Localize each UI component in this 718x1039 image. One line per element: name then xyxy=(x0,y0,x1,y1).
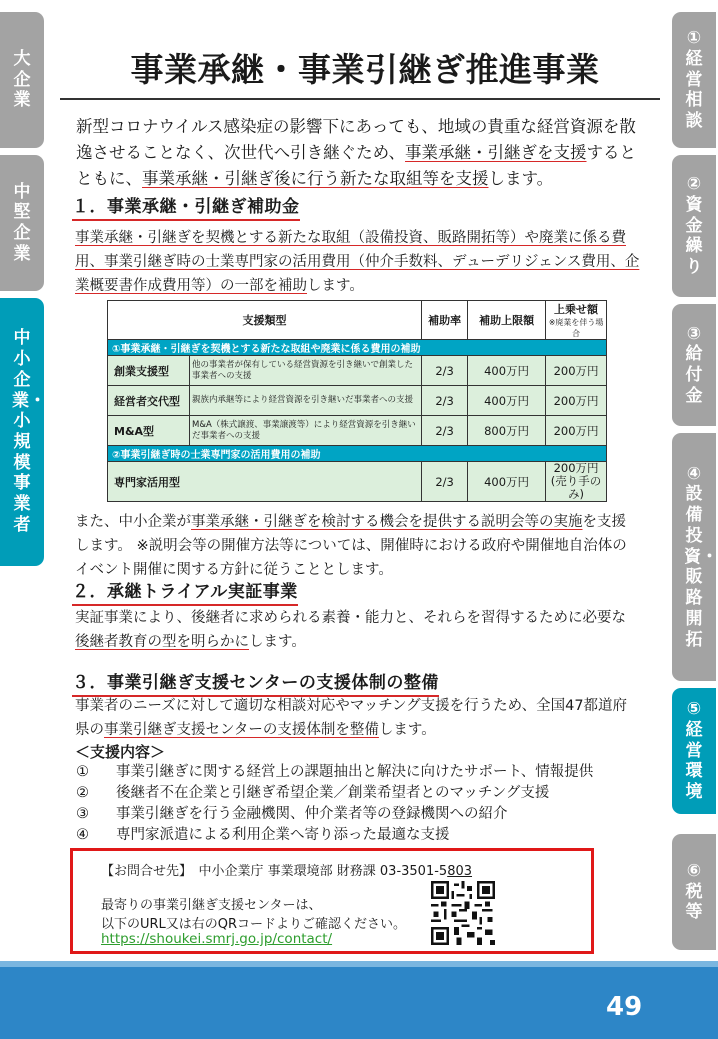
limit-cell: 400万円 xyxy=(468,386,546,416)
note-text: また、中小企業が xyxy=(75,514,191,530)
type-cell: 創業支援型 xyxy=(108,356,190,386)
body-text: 事業者のニーズに対して適切な相談対応やマッチング支援を行うため、全国47都道府県の xyxy=(75,698,628,738)
type-cell: M&A型 xyxy=(108,416,190,446)
tab-benefits[interactable] xyxy=(672,304,716,426)
item-text: 事業引継ぎを行う金融機関、仲介業者等の登録機関への紹介 xyxy=(116,806,508,822)
table-row xyxy=(108,356,607,386)
body-underline: 後継者教育の型を明らかに xyxy=(75,634,249,650)
category-1: ①事業承継・引継ぎを契機とする新たな取組や廃業に係る費用の補助 xyxy=(108,340,607,356)
limit-cell: 400万円 xyxy=(468,462,546,502)
header-extra xyxy=(546,301,607,340)
section-2-body xyxy=(75,606,640,654)
intro-underline: 事業承継・引継ぎを支援 xyxy=(405,143,587,162)
body-text: します。 xyxy=(249,634,306,650)
title-divider xyxy=(60,98,660,100)
contact-line xyxy=(101,860,472,879)
tab-label: ②資金繰り xyxy=(685,174,703,278)
tab-label: ①経営相談 xyxy=(685,28,703,132)
section-2-heading xyxy=(72,577,298,606)
tab-tax[interactable] xyxy=(672,834,716,950)
intro-paragraph xyxy=(76,114,646,192)
rate-cell: 2/3 xyxy=(422,462,468,502)
table-row xyxy=(108,386,607,416)
tab-funding[interactable] xyxy=(672,155,716,297)
extra-label: 上乗せ額 xyxy=(554,303,599,316)
list-item xyxy=(76,804,593,825)
tab-label: 大企業 xyxy=(13,48,31,111)
footer-stripe xyxy=(0,961,718,967)
table-row xyxy=(108,462,607,502)
extra-amount: 200万円 xyxy=(553,461,599,475)
tab-label: ⑥税等 xyxy=(685,860,703,923)
desc-cell: 親族内承継等により経営資源を引き継いだ事業者への支援 xyxy=(190,386,422,416)
tab-business-environment[interactable] xyxy=(672,688,716,814)
qr-code-icon[interactable] xyxy=(431,881,495,945)
tab-label: ④設備投資・販路開拓 xyxy=(684,463,718,650)
section-1-heading xyxy=(72,192,300,221)
limit-cell: 400万円 xyxy=(468,356,546,386)
extra-cell xyxy=(546,462,607,502)
desc-cell: 他の事業者が保有している経営資源を引き継いで創業した事業者への支援 xyxy=(190,356,422,386)
extra-cell: 200万円 xyxy=(546,416,607,446)
tab-label: ⑤経営環境 xyxy=(685,699,703,803)
page-number: 49 xyxy=(606,992,643,1022)
type-cell: 経営者交代型 xyxy=(108,386,190,416)
list-item xyxy=(76,783,593,804)
intro-text: 新型コロナウイルス感染症の影響下にあっても、地域の貴重な経営資源を散逸させることなく、次世代へ引き継ぐため、 xyxy=(76,117,636,162)
contact-box xyxy=(70,848,594,954)
section-3-body xyxy=(75,694,640,742)
body-underline: 事業引継ぎ支援センターの支援体制を整備 xyxy=(104,722,379,738)
body-text: します。 xyxy=(378,722,436,738)
tab-investment[interactable] xyxy=(672,433,716,681)
tab-midsize-enterprise[interactable] xyxy=(0,155,44,291)
extra-cell: 200万円 xyxy=(546,356,607,386)
limit-cell: 800万円 xyxy=(468,416,546,446)
category-2: ②事業引継ぎ時の士業専門家の活用費用の補助 xyxy=(108,446,607,462)
extra-note: ※廃業を伴う場合 xyxy=(548,318,604,338)
list-item xyxy=(76,825,593,846)
tab-label: ③給付金 xyxy=(685,323,703,406)
note-text: を支援します。 ※説明会等の開催方法等については、開催時における政府や開催地自治体のイベント開催に関する方針に従うこととします。 xyxy=(75,514,627,578)
body-underline: 事業承継・引継ぎを契機とする新たな取組（設備投資、販路開拓等）や廃業に係る費用、事業引継ぎ時の士業専門家の活用費用（仲介手数料、デューデリジェンス費用、企業概要書作成費用等）の一部を補助 xyxy=(75,230,640,294)
contact-url-link[interactable]: https://shoukei.smrj.go.jp/contact/ xyxy=(101,931,333,947)
note-underline: 事業承継・引継ぎを検討する機会を提供する説明会等の実施 xyxy=(191,514,583,530)
extra-qualifier: (売り手のみ) xyxy=(550,474,602,501)
list-item xyxy=(76,762,593,783)
type-cell: 専門家活用型 xyxy=(108,462,422,502)
tab-label: 中小企業・小規模事業者 xyxy=(12,328,46,535)
item-text: 後継者不在企業と引継ぎ希望企業／創業希望者とのマッチング支援 xyxy=(116,785,550,801)
desc-cell: M&A（株式譲渡、事業譲渡等）により経営資源を引き継いだ事業者への支援 xyxy=(190,416,422,446)
contact-phone-tail: 803 xyxy=(447,864,473,879)
tab-large-enterprise[interactable] xyxy=(0,12,44,148)
contact-text: 【お問合せ先】 中小企業庁 事業環境部 財務課 03-3501-5 xyxy=(101,864,448,879)
contact-text: 以下のURL又は右のQRコードよりご確認ください。 xyxy=(101,917,407,932)
subsidy-table xyxy=(107,300,607,502)
body-text: 実証事業により、後継者に求められる素養・能力と、それらを習得するために必要な xyxy=(75,610,626,626)
tab-consultation[interactable] xyxy=(672,12,716,148)
item-number: ④ xyxy=(76,827,89,843)
support-heading: ＜支援内容＞ xyxy=(75,743,166,761)
contact-instructions xyxy=(101,896,406,934)
section-3-heading xyxy=(72,668,439,697)
tab-sme[interactable] xyxy=(0,298,44,566)
body-text: します。 xyxy=(307,278,364,294)
note-paragraph xyxy=(75,510,640,582)
heading-text: ３．事業引継ぎ支援センターの支援体制の整備 xyxy=(72,673,439,693)
page-title: 事業承継・事業引継ぎ推進事業 xyxy=(130,50,600,89)
item-number: ① xyxy=(76,764,89,780)
intro-text: するとともに、 xyxy=(76,143,637,188)
intro-text: します。 xyxy=(488,169,554,188)
intro-underline: 事業承継・引継ぎ後に行う新たな取組等を支援 xyxy=(142,169,489,188)
table-row xyxy=(108,416,607,446)
rate-cell: 2/3 xyxy=(422,416,468,446)
header-type: 支援類型 xyxy=(108,301,422,340)
item-text: 事業引継ぎに関する経営上の課題抽出と解決に向けたサポート、情報提供 xyxy=(116,764,594,780)
contact-text: 最寄りの事業引継ぎ支援センターは、 xyxy=(101,898,322,913)
support-list xyxy=(76,762,593,846)
extra-cell: 200万円 xyxy=(546,386,607,416)
item-text: 専門家派遣による利用企業へ寄り添った最適な支援 xyxy=(116,827,450,843)
header-rate: 補助率 xyxy=(422,301,468,340)
header-limit: 補助上限額 xyxy=(468,301,546,340)
section-1-body xyxy=(75,226,640,298)
item-number: ② xyxy=(76,785,89,801)
rate-cell: 2/3 xyxy=(422,386,468,416)
tab-label: 中堅企業 xyxy=(13,181,31,264)
rate-cell: 2/3 xyxy=(422,356,468,386)
item-number: ③ xyxy=(76,806,89,822)
heading-underline xyxy=(72,219,300,221)
heading-text: ２．承継トライアル実証事業 xyxy=(72,582,298,602)
heading-text: １．事業承継・引継ぎ補助金 xyxy=(72,197,300,217)
